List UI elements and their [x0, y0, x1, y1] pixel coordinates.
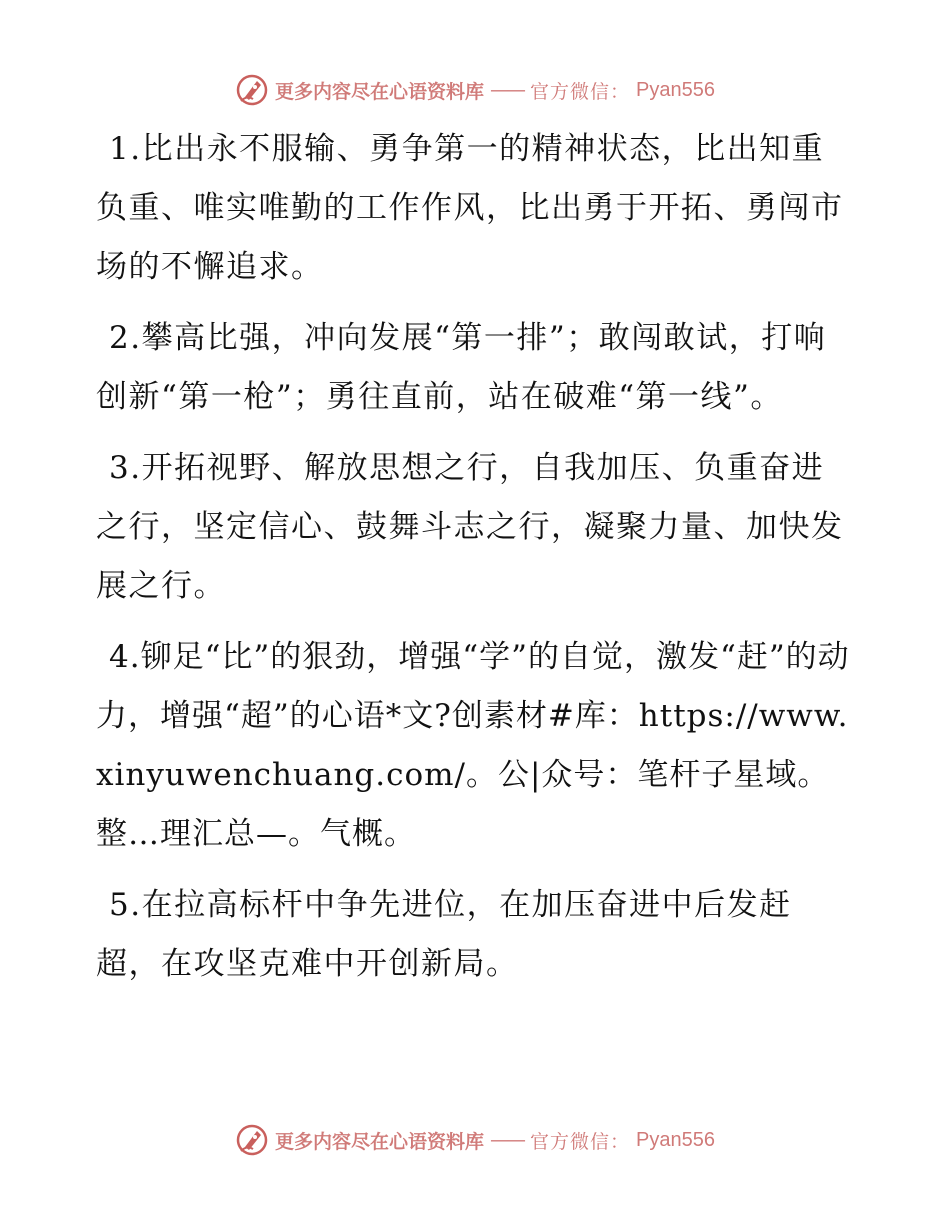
pen-nib-circle-icon: [235, 1123, 269, 1157]
paragraph-5: 5.在拉高标杆中争先进位，在加压奋进中后发赶超，在攻坚克难中开创新局。: [96, 887, 792, 982]
pen-nib-circle-icon: [235, 73, 269, 107]
banner-separator: ——: [490, 79, 525, 101]
banner-wechat-id: Pyan556: [636, 1128, 715, 1151]
paragraph-3: 3.开拓视野、解放思想之行，自我加压、负重奋进之行，坚定信心、鼓舞斗志之行，凝聚力量、加快发展之行。: [96, 450, 844, 604]
document-body: [96, 120, 856, 1006]
header-watermark-banner: [0, 70, 950, 110]
banner-separator: ——: [490, 1129, 525, 1151]
paragraph-2: 2.攀高比强，冲向发展“第一排”；敢闯敢试，打响创新“第一枪”；勇往直前，站在破难“第一线”。: [96, 320, 827, 415]
banner-official-label: 官方微信：: [530, 80, 631, 103]
paragraph-4: 4.铆足“比”的狠劲，增强“学”的自觉，激发“赶”的动力，增强“超”的心语*文?创素材#库：https://www.xinyuwenchuang.com/。公|众号：笔杆子星域。整…理汇总—。气概。: [96, 639, 850, 852]
footer-watermark-banner: [0, 1120, 950, 1160]
banner-brand-text: 更多内容尽在心语资料库: [275, 1130, 485, 1153]
banner-official-label: 官方微信：: [530, 1130, 631, 1153]
banner-wechat-id: Pyan556: [636, 78, 715, 101]
banner-brand-text: 更多内容尽在心语资料库: [275, 80, 485, 103]
paragraph-1: 1.比出永不服输、勇争第一的精神状态，比出知重负重、唯实唯勤的工作作风，比出勇于开拓、勇闯市场的不懈追求。: [96, 131, 844, 285]
